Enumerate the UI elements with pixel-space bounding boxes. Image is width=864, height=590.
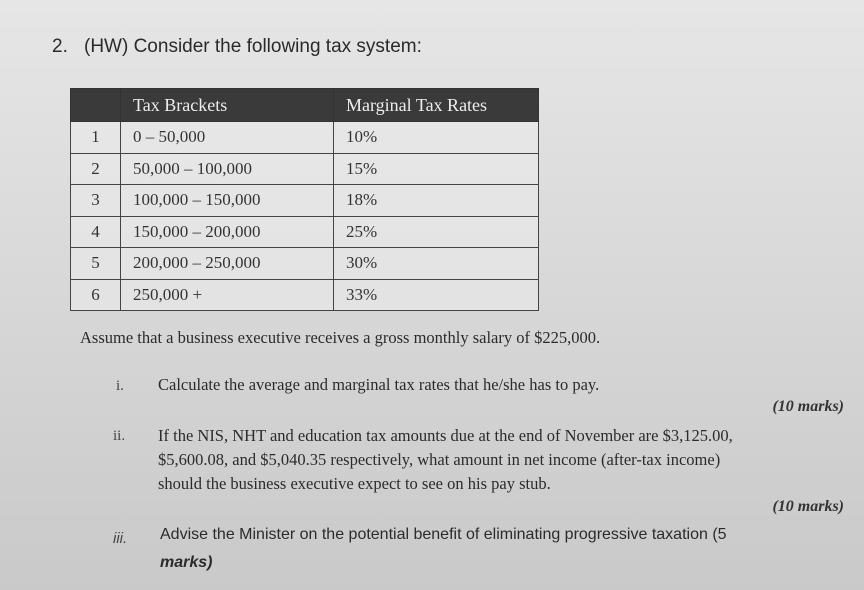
part-ii-line-3: should the business executive expect to see on his pay stub. [158,474,551,493]
rate-cell: 10% [334,122,539,154]
question-number: 2. [52,36,68,57]
part-ii-numeral: ii. [113,428,126,444]
assumption-text: Assume that a business executive receives a gross monthly salary of $225,000. [80,328,601,347]
row-index: 5 [71,248,121,280]
row-index: 2 [71,153,121,185]
rate-cell: 18% [334,185,539,217]
tax-bracket-table [70,88,539,311]
bracket-cell: 250,000 + [121,279,334,311]
part-i-text: Calculate the average and marginal tax rates that he/she has to pay. [158,375,600,394]
rate-cell: 33% [334,279,539,311]
part-iii-numeral: iii. [113,530,128,547]
row-index: 6 [71,279,121,311]
table-row [71,153,539,185]
part-iii-line-1: Advise the Minister on the potential benefit of eliminating progressive taxation (5 [160,526,727,543]
header-marginal-rates: Marginal Tax Rates [334,89,539,122]
part-i-numeral: i. [116,378,124,394]
question-heading [52,36,422,58]
bracket-cell: 200,000 – 250,000 [121,248,334,280]
row-index: 1 [71,122,121,154]
table-row [71,216,539,248]
rate-cell: 15% [334,153,539,185]
rate-cell: 30% [334,248,539,280]
table-header-row [71,89,539,122]
bracket-cell: 100,000 – 150,000 [121,185,334,217]
part-iii-line-2: marks) [160,554,213,571]
bracket-cell: 50,000 – 100,000 [121,153,334,185]
header-tax-brackets: Tax Brackets [121,89,334,122]
header-index [71,89,121,122]
table-row [71,248,539,280]
table-row [71,279,539,311]
bracket-cell: 0 – 50,000 [121,122,334,154]
part-i-marks: (10 marks) [772,398,844,415]
table-row [71,185,539,217]
bracket-cell: 150,000 – 200,000 [121,216,334,248]
question-title: (HW) Consider the following tax system: [84,36,422,57]
part-ii-line-1: If the NIS, NHT and education tax amounts due at the end of November are $3,125.00, [158,426,733,445]
part-ii-line-2: $5,600.08, and $5,040.35 respectively, what amount in net income (after-tax income) [158,450,721,469]
row-index: 3 [71,185,121,217]
row-index: 4 [71,216,121,248]
rate-cell: 25% [334,216,539,248]
part-ii-marks: (10 marks) [772,498,844,515]
table-row [71,122,539,154]
